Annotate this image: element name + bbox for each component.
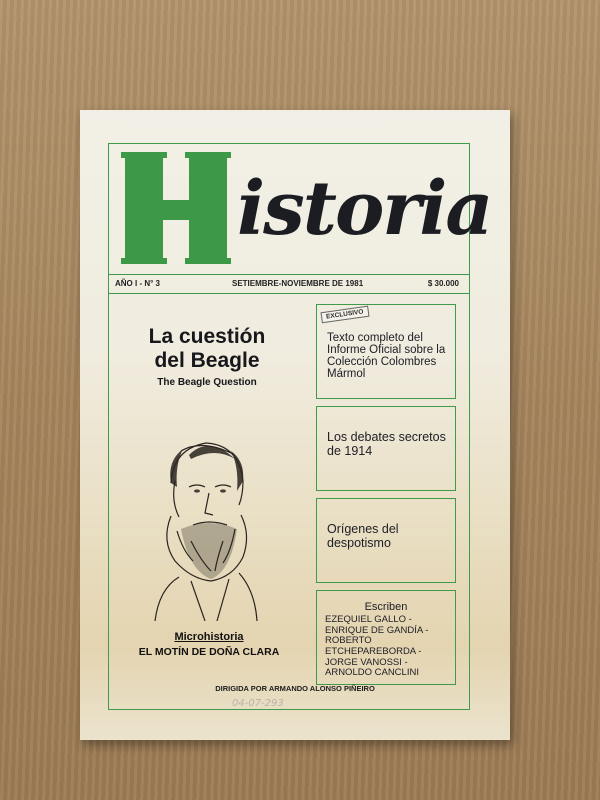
issue-price: $ 30.000 (427, 279, 459, 288)
portrait-illustration (131, 421, 281, 621)
box-informe-oficial (316, 304, 456, 399)
magazine-cover (80, 110, 510, 740)
escriben-names: EZEQUIEL GALLO - ENRIQUE DE GANDÍA - ROBERTO ETCHEPAREBORDA - JORGE VANOSSI - ARNOLDO CANCLINI (325, 614, 429, 679)
feature-subtitle: The Beagle Question (157, 377, 257, 388)
issue-number: AÑO I - N° 3 (115, 279, 160, 288)
issue-bar (109, 274, 469, 294)
microhistoria-title: Microhistoria (174, 631, 244, 643)
box-informe-text: Texto completo del Informe Oficial sobre la Colección Colombres Mármol (327, 332, 446, 381)
box-debates-text: Los debates secretos de 1914 (327, 430, 446, 458)
director-credit: DIRIGIDA POR ARMANDO ALONSO PIÑEIRO (215, 684, 375, 693)
logo-text: istoria (237, 166, 492, 252)
masthead (109, 144, 492, 275)
box-escriben (316, 590, 456, 685)
feature-title (109, 325, 305, 373)
feature-column (109, 293, 309, 711)
cover-frame (108, 143, 492, 710)
box-debates (316, 406, 456, 491)
microhistoria-subtitle: EL MOTÍN DE DOÑA CLARA (138, 646, 280, 658)
logo-h-graphic (121, 150, 231, 267)
exclusive-stamp: EXCLUSIVO (320, 306, 369, 324)
handwritten-note: 04-07-293 (232, 698, 284, 709)
box-despotismo-text: Orígenes del despotismo (327, 522, 399, 550)
issue-dates: SETIEMBRE-NOVIEMBRE DE 1981 (232, 279, 364, 288)
box-despotismo (316, 498, 456, 583)
feature-title-line2: del Beagle (154, 349, 260, 373)
feature-title-line1: La cuestión (148, 325, 266, 348)
escriben-label: Escriben (364, 601, 408, 613)
